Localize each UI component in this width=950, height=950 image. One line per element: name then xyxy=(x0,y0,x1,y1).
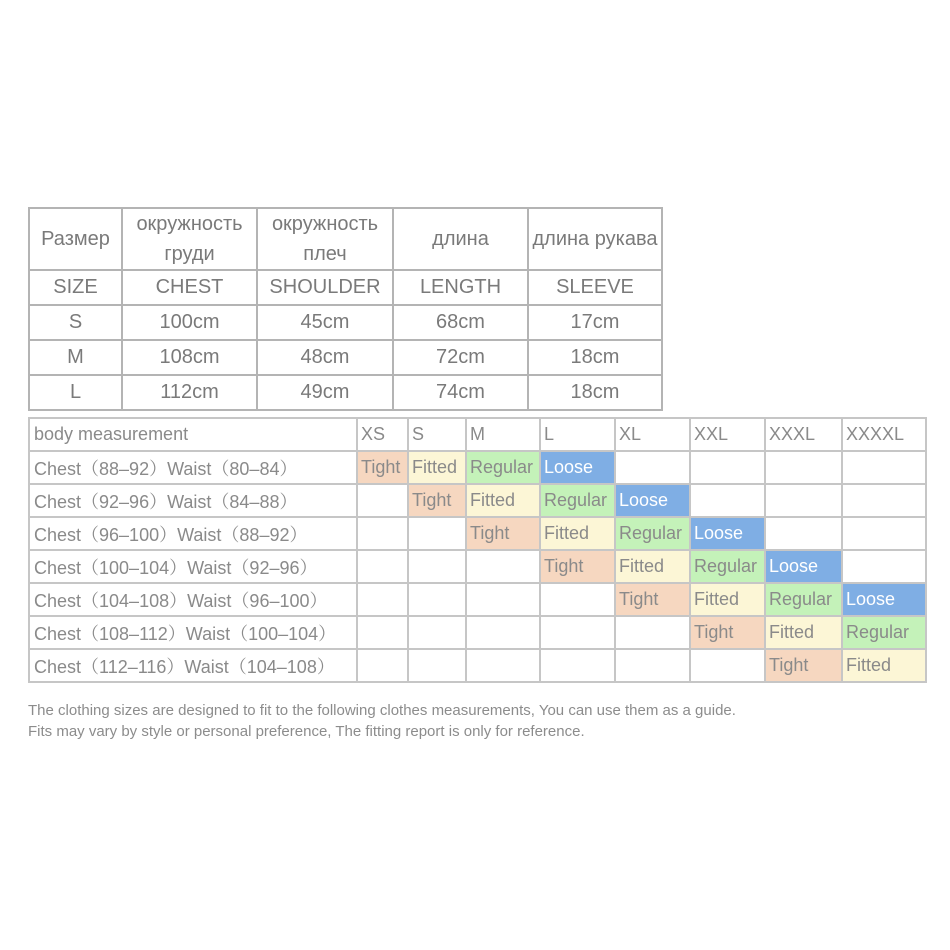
fit-cell xyxy=(357,550,408,583)
fit-cell: Tight xyxy=(357,451,408,484)
fit-cell xyxy=(765,517,842,550)
fit-cell xyxy=(408,616,466,649)
header-en-length: LENGTH xyxy=(393,270,528,305)
header-size-m: M xyxy=(466,418,540,451)
fit-cell xyxy=(357,484,408,517)
body-measurement-label: Chest（108–112）Waist（100–104） xyxy=(29,616,357,649)
fit-cell xyxy=(466,649,540,682)
fit-cell: Fitted xyxy=(408,451,466,484)
header-en-shoulder: SHOULDER xyxy=(257,270,393,305)
fit-cell: Tight xyxy=(615,583,690,616)
fit-table xyxy=(28,417,927,683)
header-ru-length: длина xyxy=(393,208,528,270)
header-en-chest: CHEST xyxy=(122,270,257,305)
fit-cell xyxy=(765,451,842,484)
fit-cell xyxy=(842,550,926,583)
body-measurement-label: Chest（104–108）Waist（96–100） xyxy=(29,583,357,616)
fit-cell: Fitted xyxy=(765,616,842,649)
body-measurement-label: Chest（112–116）Waist（104–108） xyxy=(29,649,357,682)
fit-cell xyxy=(408,517,466,550)
header-size-xxxl: XXXL xyxy=(765,418,842,451)
fit-cell xyxy=(357,649,408,682)
fit-cell xyxy=(615,616,690,649)
size-table-header-ru xyxy=(29,208,662,270)
sleeve-cell: 18cm xyxy=(528,340,662,375)
length-cell: 74cm xyxy=(393,375,528,410)
fit-cell: Loose xyxy=(615,484,690,517)
header-size-xs: XS xyxy=(357,418,408,451)
fit-note xyxy=(28,700,736,742)
note-line-1: The clothing sizes are designed to fit to the following clothes measurements, You can use them as a guide. xyxy=(28,702,736,719)
fit-cell xyxy=(408,649,466,682)
note-line-2: Fits may vary by style or personal preference, The fitting report is only for reference. xyxy=(28,723,585,740)
header-ru-size: Размер xyxy=(29,208,122,270)
fit-cell xyxy=(466,550,540,583)
size-table xyxy=(28,207,663,411)
fit-table-row xyxy=(29,649,926,682)
fit-cell: Loose xyxy=(765,550,842,583)
fit-cell: Regular xyxy=(466,451,540,484)
size-row-l xyxy=(29,375,662,410)
fit-cell xyxy=(408,583,466,616)
body-measurement-label: Chest（92–96）Waist（84–88） xyxy=(29,484,357,517)
length-cell: 68cm xyxy=(393,305,528,340)
header-en-size: SIZE xyxy=(29,270,122,305)
fit-table-row xyxy=(29,550,926,583)
fit-cell: Tight xyxy=(690,616,765,649)
fit-table-row xyxy=(29,583,926,616)
fit-cell: Loose xyxy=(540,451,615,484)
body-measurement-label: Chest（96–100）Waist（88–92） xyxy=(29,517,357,550)
fit-cell xyxy=(690,484,765,517)
fit-cell: Fitted xyxy=(540,517,615,550)
fit-cell xyxy=(408,550,466,583)
fit-cell: Loose xyxy=(842,583,926,616)
fit-cell: Regular xyxy=(615,517,690,550)
size-cell: S xyxy=(29,305,122,340)
body-measurement-label: Chest（100–104）Waist（92–96） xyxy=(29,550,357,583)
fit-cell: Loose xyxy=(690,517,765,550)
fit-cell xyxy=(765,484,842,517)
fit-cell: Regular xyxy=(540,484,615,517)
fit-table-row xyxy=(29,451,926,484)
fit-cell: Tight xyxy=(466,517,540,550)
fit-cell xyxy=(842,451,926,484)
fit-cell xyxy=(466,616,540,649)
header-size-xl: XL xyxy=(615,418,690,451)
fit-cell: Fitted xyxy=(466,484,540,517)
header-size-l: L xyxy=(540,418,615,451)
header-size-xxxxl: XXXXL xyxy=(842,418,926,451)
header-ru-shoulder: окружность плеч xyxy=(257,208,393,270)
fit-table-row xyxy=(29,517,926,550)
body-measurement-label: Chest（88–92）Waist（80–84） xyxy=(29,451,357,484)
header-size-s: S xyxy=(408,418,466,451)
fit-cell: Regular xyxy=(765,583,842,616)
sleeve-cell: 18cm xyxy=(528,375,662,410)
size-table-header-en xyxy=(29,270,662,305)
fit-cell xyxy=(690,451,765,484)
shoulder-cell: 48cm xyxy=(257,340,393,375)
fit-table-row xyxy=(29,616,926,649)
chest-cell: 112cm xyxy=(122,375,257,410)
fit-cell xyxy=(540,583,615,616)
fit-cell xyxy=(357,583,408,616)
fit-cell xyxy=(540,649,615,682)
fit-table-row xyxy=(29,484,926,517)
fit-cell xyxy=(615,451,690,484)
fit-cell: Fitted xyxy=(615,550,690,583)
fit-cell xyxy=(690,649,765,682)
header-en-sleeve: SLEEVE xyxy=(528,270,662,305)
fit-cell xyxy=(842,517,926,550)
length-cell: 72cm xyxy=(393,340,528,375)
size-row-s xyxy=(29,305,662,340)
size-cell: L xyxy=(29,375,122,410)
sleeve-cell: 17cm xyxy=(528,305,662,340)
shoulder-cell: 45cm xyxy=(257,305,393,340)
chest-cell: 108cm xyxy=(122,340,257,375)
fit-cell xyxy=(540,616,615,649)
header-ru-chest: окружность груди xyxy=(122,208,257,270)
fit-table-body xyxy=(29,451,926,682)
header-size-xxl: XXL xyxy=(690,418,765,451)
fit-cell: Regular xyxy=(690,550,765,583)
size-cell: M xyxy=(29,340,122,375)
fit-table-header xyxy=(29,418,926,451)
fit-cell xyxy=(357,517,408,550)
fit-cell: Tight xyxy=(765,649,842,682)
header-body-measurement: body measurement xyxy=(29,418,357,451)
size-row-m xyxy=(29,340,662,375)
fit-cell: Fitted xyxy=(690,583,765,616)
fit-cell: Tight xyxy=(408,484,466,517)
header-ru-sleeve: длина рукава xyxy=(528,208,662,270)
chest-cell: 100cm xyxy=(122,305,257,340)
shoulder-cell: 49cm xyxy=(257,375,393,410)
fit-cell xyxy=(466,583,540,616)
fit-cell xyxy=(842,484,926,517)
fit-cell: Tight xyxy=(540,550,615,583)
fit-cell: Fitted xyxy=(842,649,926,682)
fit-cell: Regular xyxy=(842,616,926,649)
fit-cell xyxy=(615,649,690,682)
fit-cell xyxy=(357,616,408,649)
